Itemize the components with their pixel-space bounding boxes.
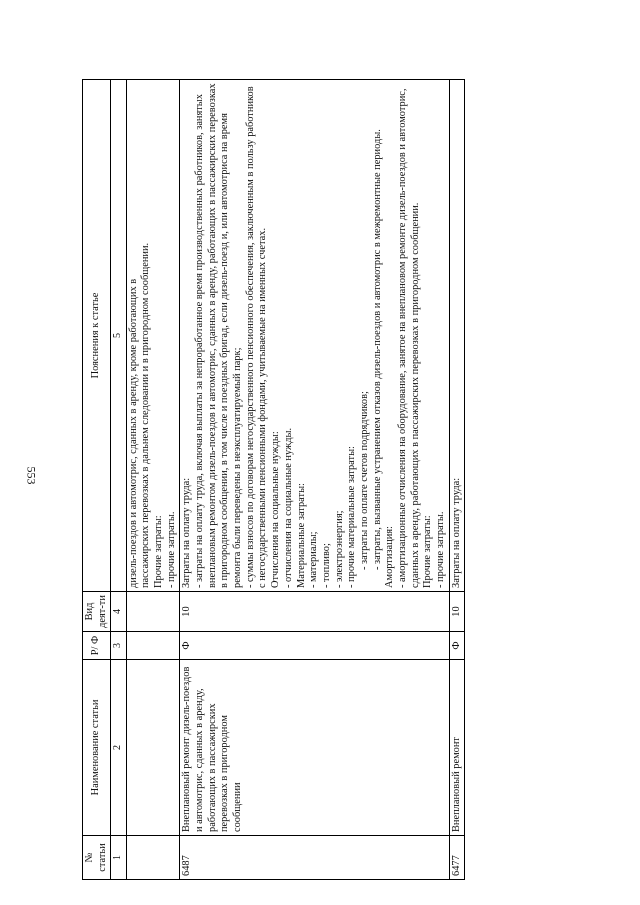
- explanation-line: Прочие затраты:: [422, 515, 434, 588]
- page-number: 553: [24, 466, 39, 485]
- explanation-line: - прочие затраты.: [165, 511, 177, 588]
- article-table: [82, 79, 465, 880]
- column-number: 3: [111, 632, 126, 660]
- activity-kind-cell: 10: [449, 592, 465, 632]
- explanation-line: - амортизационные отчисления на оборудование, занятое на внеплановом ремонте дизель-поездов и автомотрис, сданных в аренду, работающих в пассажирских перевозках в пригородном сообщении.: [397, 88, 421, 588]
- explanation-line: - прочие материальные затраты:: [346, 446, 358, 588]
- article-name-cell: Внеплановый ремонт дизель-поездов и автомотрис, сданных в аренду, работающих в пассажирских перевозках в пригородном сообщении: [180, 660, 449, 836]
- explanation-line: - электроэнергия;: [333, 510, 345, 588]
- activity-kind-cell: 10: [180, 592, 449, 632]
- explanation-line: Затраты на оплату труда:: [181, 477, 193, 588]
- column-number: 2: [111, 660, 126, 836]
- article-number-cell: 6477: [449, 836, 465, 880]
- explanation-line: Материальные затраты:: [295, 483, 307, 588]
- column-number: 1: [111, 836, 126, 880]
- explanation-line: - затраты, вызванные устранением отказов дизель-поездов и автомотрис в межремонтные периоды.: [371, 129, 383, 570]
- explanation-line: - затраты на оплату труда, включая выплаты за непроработанное время производственных работников, занятых внеплановым ремонтом дизель-поездов и автомотрис, сданных в аренду, работающих в пассажирских перевозках в пригородном сообщении, в том числе и поездных бригад, если дизель-поезд и, или автомотриса на время ремонта были переведены в неэксплуатируемый парк;: [194, 83, 244, 588]
- article-number-cell: [126, 836, 180, 880]
- explanation-line: - топливо;: [320, 543, 332, 588]
- activity-kind-cell: [126, 592, 180, 632]
- explanation-cell: [180, 80, 449, 592]
- explanation-line: - суммы взносов по договорам негосударственного пенсионного обеспечения, заключенным в пользу работников с негосударственными пенсионными фондами, учитываемые на именных счетах.: [244, 86, 269, 588]
- column-number: 5: [111, 80, 126, 592]
- explanation-line: дизель-поездов и автомотрис, сданных в аренду, кроме работающих в: [127, 278, 139, 588]
- explanation-cell: [449, 80, 465, 592]
- header-rf: Р/ Ф: [83, 632, 111, 660]
- table-row: [126, 80, 180, 880]
- rf-cell: Ф: [180, 632, 449, 660]
- header-activity-kind: Вид деят-ти: [83, 592, 111, 632]
- article-name-cell: Внеплановый ремонт: [449, 660, 465, 836]
- column-number-row: [111, 80, 126, 880]
- explanation-line: - прочие затраты.: [435, 511, 447, 588]
- table-body: [126, 80, 465, 880]
- header-article-no: № статьи: [83, 836, 111, 880]
- article-name-cell: [126, 660, 180, 836]
- explanation-line: пассажирских перевозках в дальнем следовании и в пригородном сообщении.: [140, 242, 152, 588]
- explanation-line: Прочие затраты:: [152, 515, 164, 588]
- explanation-line: - материалы;: [308, 531, 320, 588]
- table-row: [180, 80, 449, 880]
- rf-cell: Ф: [449, 632, 465, 660]
- explanation-cell: [126, 80, 180, 592]
- header-explanation: Пояснения к статье: [83, 80, 111, 592]
- column-number: 4: [111, 592, 126, 632]
- explanation-line: - затраты по оплате счетов подрядчиков;: [358, 391, 370, 570]
- header-article-name: Наименование статьи: [83, 660, 111, 836]
- article-number-cell: 6487: [180, 836, 449, 880]
- explanation-line: Отчисления на социальные нужды:: [270, 431, 282, 588]
- explanation-line: Амортизация:: [384, 526, 396, 588]
- rotated-table-container: [82, 80, 610, 880]
- rf-cell: [126, 632, 180, 660]
- table-row: [449, 80, 465, 880]
- header-row: [83, 80, 111, 880]
- explanation-line: - отчисления на социальные нужды.: [282, 427, 294, 588]
- explanation-line: Затраты на оплату труда:: [450, 477, 462, 588]
